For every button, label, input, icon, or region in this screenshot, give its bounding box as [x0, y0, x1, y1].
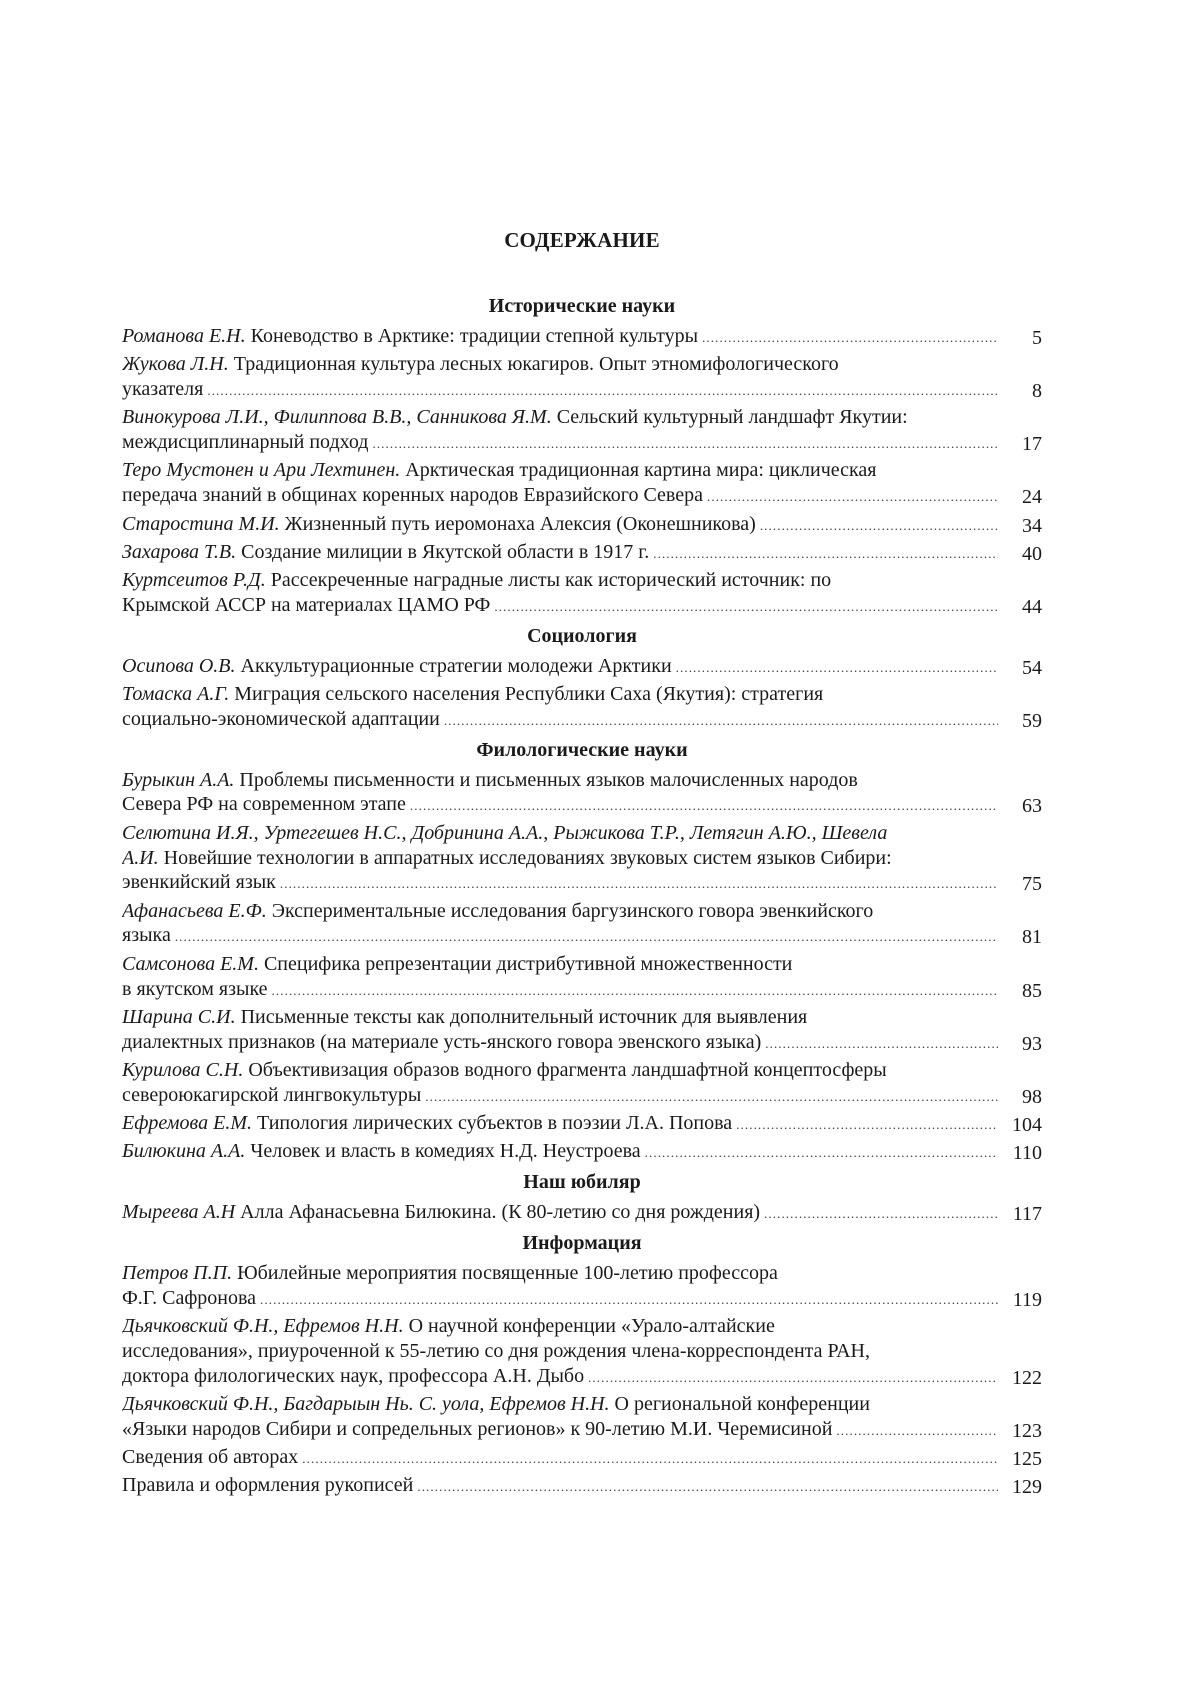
toc-entry[interactable]: [122, 1200, 1042, 1227]
entry-author: Бурыкин А.А.: [122, 768, 235, 791]
entry-line: [122, 1417, 998, 1444]
entry-line: [122, 1339, 982, 1364]
entry-title-text: Севера РФ на современном этапе: [122, 793, 406, 816]
section-heading: Социология: [527, 624, 637, 647]
entry-title-text: Экспериментальные исследования баргузинского говора эвенкийского: [266, 899, 874, 922]
section-heading: Наш юбиляр: [523, 1171, 641, 1194]
entry-title-text: Типология лирических субъектов в поэзии Л.А. Попова: [251, 1112, 733, 1135]
page-number[interactable]: 81: [1022, 926, 1042, 949]
entry-title-text: социально-экономической адаптации: [122, 707, 440, 730]
dot-leader: [260, 1288, 998, 1313]
entry-line: [122, 405, 982, 430]
dot-leader: [653, 542, 998, 567]
entry-line: [122, 846, 982, 871]
entry-line: [122, 1058, 982, 1083]
page-number[interactable]: 5: [1032, 327, 1042, 349]
dot-leader: [707, 485, 998, 510]
entry-title-text: Ф.Г. Сафронова: [122, 1286, 257, 1309]
entry-author: Петров П.П.: [122, 1261, 233, 1284]
entry-line: [122, 977, 998, 1004]
page-number[interactable]: 85: [1022, 979, 1042, 1002]
dot-leader: [760, 514, 998, 539]
toc-entry[interactable]: [122, 1058, 1042, 1110]
entry-author: Куртсеитов Р.Д.: [122, 569, 266, 592]
entry-line: [122, 324, 998, 351]
entry-title-text: Юбилейные мероприятия посвященные 100-летию профессора: [232, 1261, 778, 1284]
toc-entry[interactable]: [122, 1392, 1042, 1444]
toc-entry[interactable]: [122, 821, 1042, 897]
toc-entry[interactable]: [122, 654, 1042, 681]
entry-title-text: в якутском языке: [122, 977, 268, 1000]
entry-author: Старостина М.И.: [122, 512, 280, 535]
entry-line: [122, 1030, 998, 1057]
page-number[interactable]: 125: [1012, 1447, 1042, 1470]
entry-line: [122, 707, 998, 734]
entry-author: Самсонова Е.М.: [122, 952, 259, 975]
entry-line: [122, 821, 982, 846]
dot-leader: [836, 1419, 998, 1444]
entry-line: [122, 1005, 982, 1030]
dot-leader: [410, 794, 998, 819]
toc-entry[interactable]: [122, 768, 1042, 820]
page-number[interactable]: 123: [1012, 1419, 1042, 1442]
entry-title-text: «Языки народов Сибири и сопредельных регионов» к 90-летию М.И. Черемисиной: [122, 1417, 833, 1440]
entry-line: [122, 1261, 982, 1286]
toc-entry[interactable]: [122, 324, 1042, 351]
entry-author: Романова Е.Н.: [122, 325, 246, 347]
entry-title-text: Человек и власть в комедиях Н.Д. Неустроева: [245, 1140, 641, 1163]
section-heading: Филологические науки: [476, 738, 688, 761]
entry-line: [122, 1083, 998, 1110]
toc-entry[interactable]: [122, 1473, 1042, 1500]
entry-author: Селютина И.Я., Уртегешев Н.С., Добринина А.А., Рыжикова Т.Р., Летягин А.Ю., Шевела: [122, 821, 888, 844]
toc-entry[interactable]: [122, 1005, 1042, 1057]
dot-leader: [417, 1475, 998, 1500]
toc-entry[interactable]: [122, 352, 1042, 404]
dot-leader: [272, 979, 998, 1004]
entry-author: Дьячковский Ф.Н., Багдарыын Нь. С. уола, Ефремов Н.Н.: [122, 1392, 610, 1415]
entry-title-text: Жизненный путь иеромонаха Алексия (Оконешникова): [279, 512, 756, 535]
entry-title-text: Аккультурационные стратегии молодежи Арктики: [235, 654, 672, 677]
page-number[interactable]: 104: [1012, 1114, 1042, 1137]
entry-line: [122, 1111, 998, 1138]
toc-entry[interactable]: [122, 540, 1042, 567]
entry-title-text: О научной конференции «Урало-алтайские: [403, 1315, 775, 1337]
dot-leader: [302, 1447, 998, 1472]
entry-author: Шарина С.И.: [122, 1005, 236, 1028]
page-number[interactable]: 17: [1022, 433, 1042, 456]
entry-author: Томаска А.Г.: [122, 683, 230, 706]
dot-leader: [676, 656, 998, 681]
toc-entry[interactable]: [122, 682, 1042, 734]
page-number[interactable]: 93: [1022, 1032, 1042, 1055]
toc-entry[interactable]: [122, 1261, 1042, 1313]
entry-title-text: Правила и оформления рукописей: [122, 1474, 414, 1497]
page-number[interactable]: 24: [1022, 486, 1042, 509]
entry-line: [122, 899, 982, 924]
dot-leader: [175, 925, 998, 950]
entry-line: [122, 870, 998, 897]
entry-line: [122, 923, 998, 950]
entry-line: [122, 483, 998, 510]
page-number[interactable]: 59: [1022, 709, 1042, 732]
section-heading: Исторические науки: [488, 295, 676, 317]
entry-title-text: диалектных признаков (на материале усть-янского говора эвенского языка): [122, 1030, 762, 1053]
toc-entry[interactable]: [122, 1314, 1042, 1390]
toc-entry[interactable]: [122, 1111, 1042, 1138]
toc-entry[interactable]: [122, 458, 1042, 510]
entry-line: [122, 458, 982, 483]
entry-author: Афанасьева Е.Ф.: [122, 899, 267, 922]
toc-entry[interactable]: [122, 1139, 1042, 1166]
entry-author: Осипова О.В.: [122, 654, 236, 677]
entry-line: [122, 540, 998, 567]
dot-leader: [588, 1366, 998, 1391]
entry-title-text: Создание милиции в Якутской области в 1917 г.: [236, 540, 650, 563]
entry-line: [122, 1473, 998, 1500]
entry-author: Мыреева А.Н: [122, 1201, 236, 1224]
entry-title-text: Алла Афанасьевна Билюкина. (К 80-летию со дня рождения): [235, 1201, 761, 1224]
dot-leader: [765, 1032, 998, 1057]
entry-title-text: Миграция сельского населения Республики Саха (Якутия): стратегия: [229, 683, 824, 706]
entry-title-text: Арктическая традиционная картина мира: циклическая: [400, 459, 877, 482]
entry-title-text: Специфика репрезентации дистрибутивной множественности: [258, 952, 793, 975]
page-number[interactable]: 63: [1022, 795, 1042, 818]
entry-title-text: Крымской АССР на материалах ЦАМО РФ: [122, 593, 491, 616]
entry-author: Жукова Л.Н.: [122, 353, 229, 376]
entry-title-text: Письменные тексты как дополнительный источник для выявления: [235, 1005, 808, 1028]
entry-title-text: указателя: [122, 378, 204, 401]
dot-leader: [702, 326, 998, 351]
dot-leader: [494, 595, 998, 620]
entry-line: [122, 768, 982, 793]
entry-author: Винокурова Л.И., Филиппова В.В., Санникова Я.М.: [122, 406, 552, 429]
entry-author: Ефремова Е.М.: [122, 1112, 252, 1135]
page-number[interactable]: 75: [1022, 873, 1042, 896]
entry-title-text: Новейшие технологии в аппаратных исследованиях звуковых систем языков Сибири:: [158, 846, 892, 869]
entry-line: [122, 1314, 982, 1339]
entry-author: А.И.: [122, 846, 159, 869]
entry-line: [122, 1445, 998, 1472]
entry-author: Билюкина А.А.: [122, 1140, 246, 1163]
entry-title-text: эвенкийский язык: [122, 871, 276, 894]
dot-leader: [425, 1085, 998, 1110]
entry-title-text: передача знаний в общинах коренных народов Евразийского Севера: [122, 484, 703, 507]
dot-leader: [764, 1202, 998, 1227]
entry-line: [122, 952, 982, 977]
entry-line: [122, 1139, 998, 1166]
entry-line: [122, 377, 998, 404]
entry-line: [122, 792, 998, 819]
entry-title-text: доктора филологических наук, профессора А.Н. Дыбо: [122, 1364, 585, 1387]
toc-entry[interactable]: [122, 405, 1042, 457]
toc-entry[interactable]: [122, 899, 1042, 951]
page-number[interactable]: 8: [1032, 380, 1042, 403]
entry-author: Дьячковский Ф.Н., Ефремов Н.Н.: [122, 1315, 404, 1337]
dot-leader: [280, 872, 998, 897]
entry-line: [122, 430, 998, 457]
entry-title-text: Традиционная культура лесных юкагиров. Опыт этномифологического: [228, 353, 839, 376]
entry-line: [122, 352, 982, 377]
entry-title-text: Объективизация образов водного фрагмента ландшафтной концептосферы: [243, 1058, 887, 1081]
entry-line: [122, 1392, 982, 1417]
entry-title-text: Сведения об авторах: [122, 1445, 299, 1468]
dot-leader: [444, 709, 998, 734]
entry-line: [122, 654, 998, 681]
entry-line: [122, 568, 982, 593]
dot-leader: [736, 1113, 998, 1138]
page-number[interactable]: 98: [1022, 1085, 1042, 1108]
toc-entry[interactable]: [122, 1445, 1042, 1472]
entry-title-text: исследования», приуроченной к 55-летию со дня рождения члена-корреспондента РАН,: [122, 1339, 870, 1362]
page-number[interactable]: 119: [1012, 1288, 1042, 1311]
page-number[interactable]: 44: [1022, 595, 1042, 618]
entry-line: [122, 1364, 998, 1391]
entry-title-text: Сельский культурный ландшафт Якутии:: [551, 406, 908, 429]
toc-entry[interactable]: [122, 512, 1042, 539]
toc-entry[interactable]: [122, 952, 1042, 1004]
page-number[interactable]: 110: [1012, 1142, 1042, 1165]
entry-line: [122, 512, 998, 539]
section-heading: Информация: [522, 1231, 642, 1254]
entry-line: [122, 593, 998, 620]
dot-leader: [645, 1141, 998, 1166]
entry-author: Курилова С.Н.: [122, 1058, 244, 1081]
dot-leader: [207, 379, 998, 404]
entry-line: [122, 1200, 998, 1227]
entry-title-text: Проблемы письменности и письменных языков малочисленных народов: [234, 768, 858, 791]
dot-leader: [372, 432, 998, 457]
page-number[interactable]: 129: [1012, 1476, 1042, 1499]
page-number[interactable]: 40: [1022, 542, 1042, 565]
entry-author: Захарова Т.В.: [122, 540, 237, 563]
table-of-contents: [122, 290, 1042, 1502]
entry-title-text: О региональной конференции: [609, 1392, 870, 1415]
entry-title-text: североюкагирской лингвокультуры: [122, 1083, 422, 1106]
page-number[interactable]: 34: [1022, 514, 1042, 537]
entry-author: Теро Мустонен и Ари Лехтинен.: [122, 459, 401, 482]
toc-entry[interactable]: [122, 568, 1042, 620]
entry-line: [122, 1286, 998, 1313]
page-number[interactable]: 54: [1022, 656, 1042, 679]
entry-title-text: Коневодство в Арктике: традиции степной культуры: [245, 325, 699, 347]
page-number[interactable]: 117: [1012, 1203, 1042, 1226]
entry-title-text: языка: [122, 924, 171, 947]
entry-title-text: междисциплинарный подход: [122, 431, 369, 454]
entry-title-text: Рассекреченные наградные листы как исторический источник: по: [265, 569, 832, 592]
page-number[interactable]: 122: [1012, 1366, 1042, 1389]
page-title: СОДЕРЖАНИЕ: [504, 228, 660, 252]
entry-line: [122, 682, 982, 707]
